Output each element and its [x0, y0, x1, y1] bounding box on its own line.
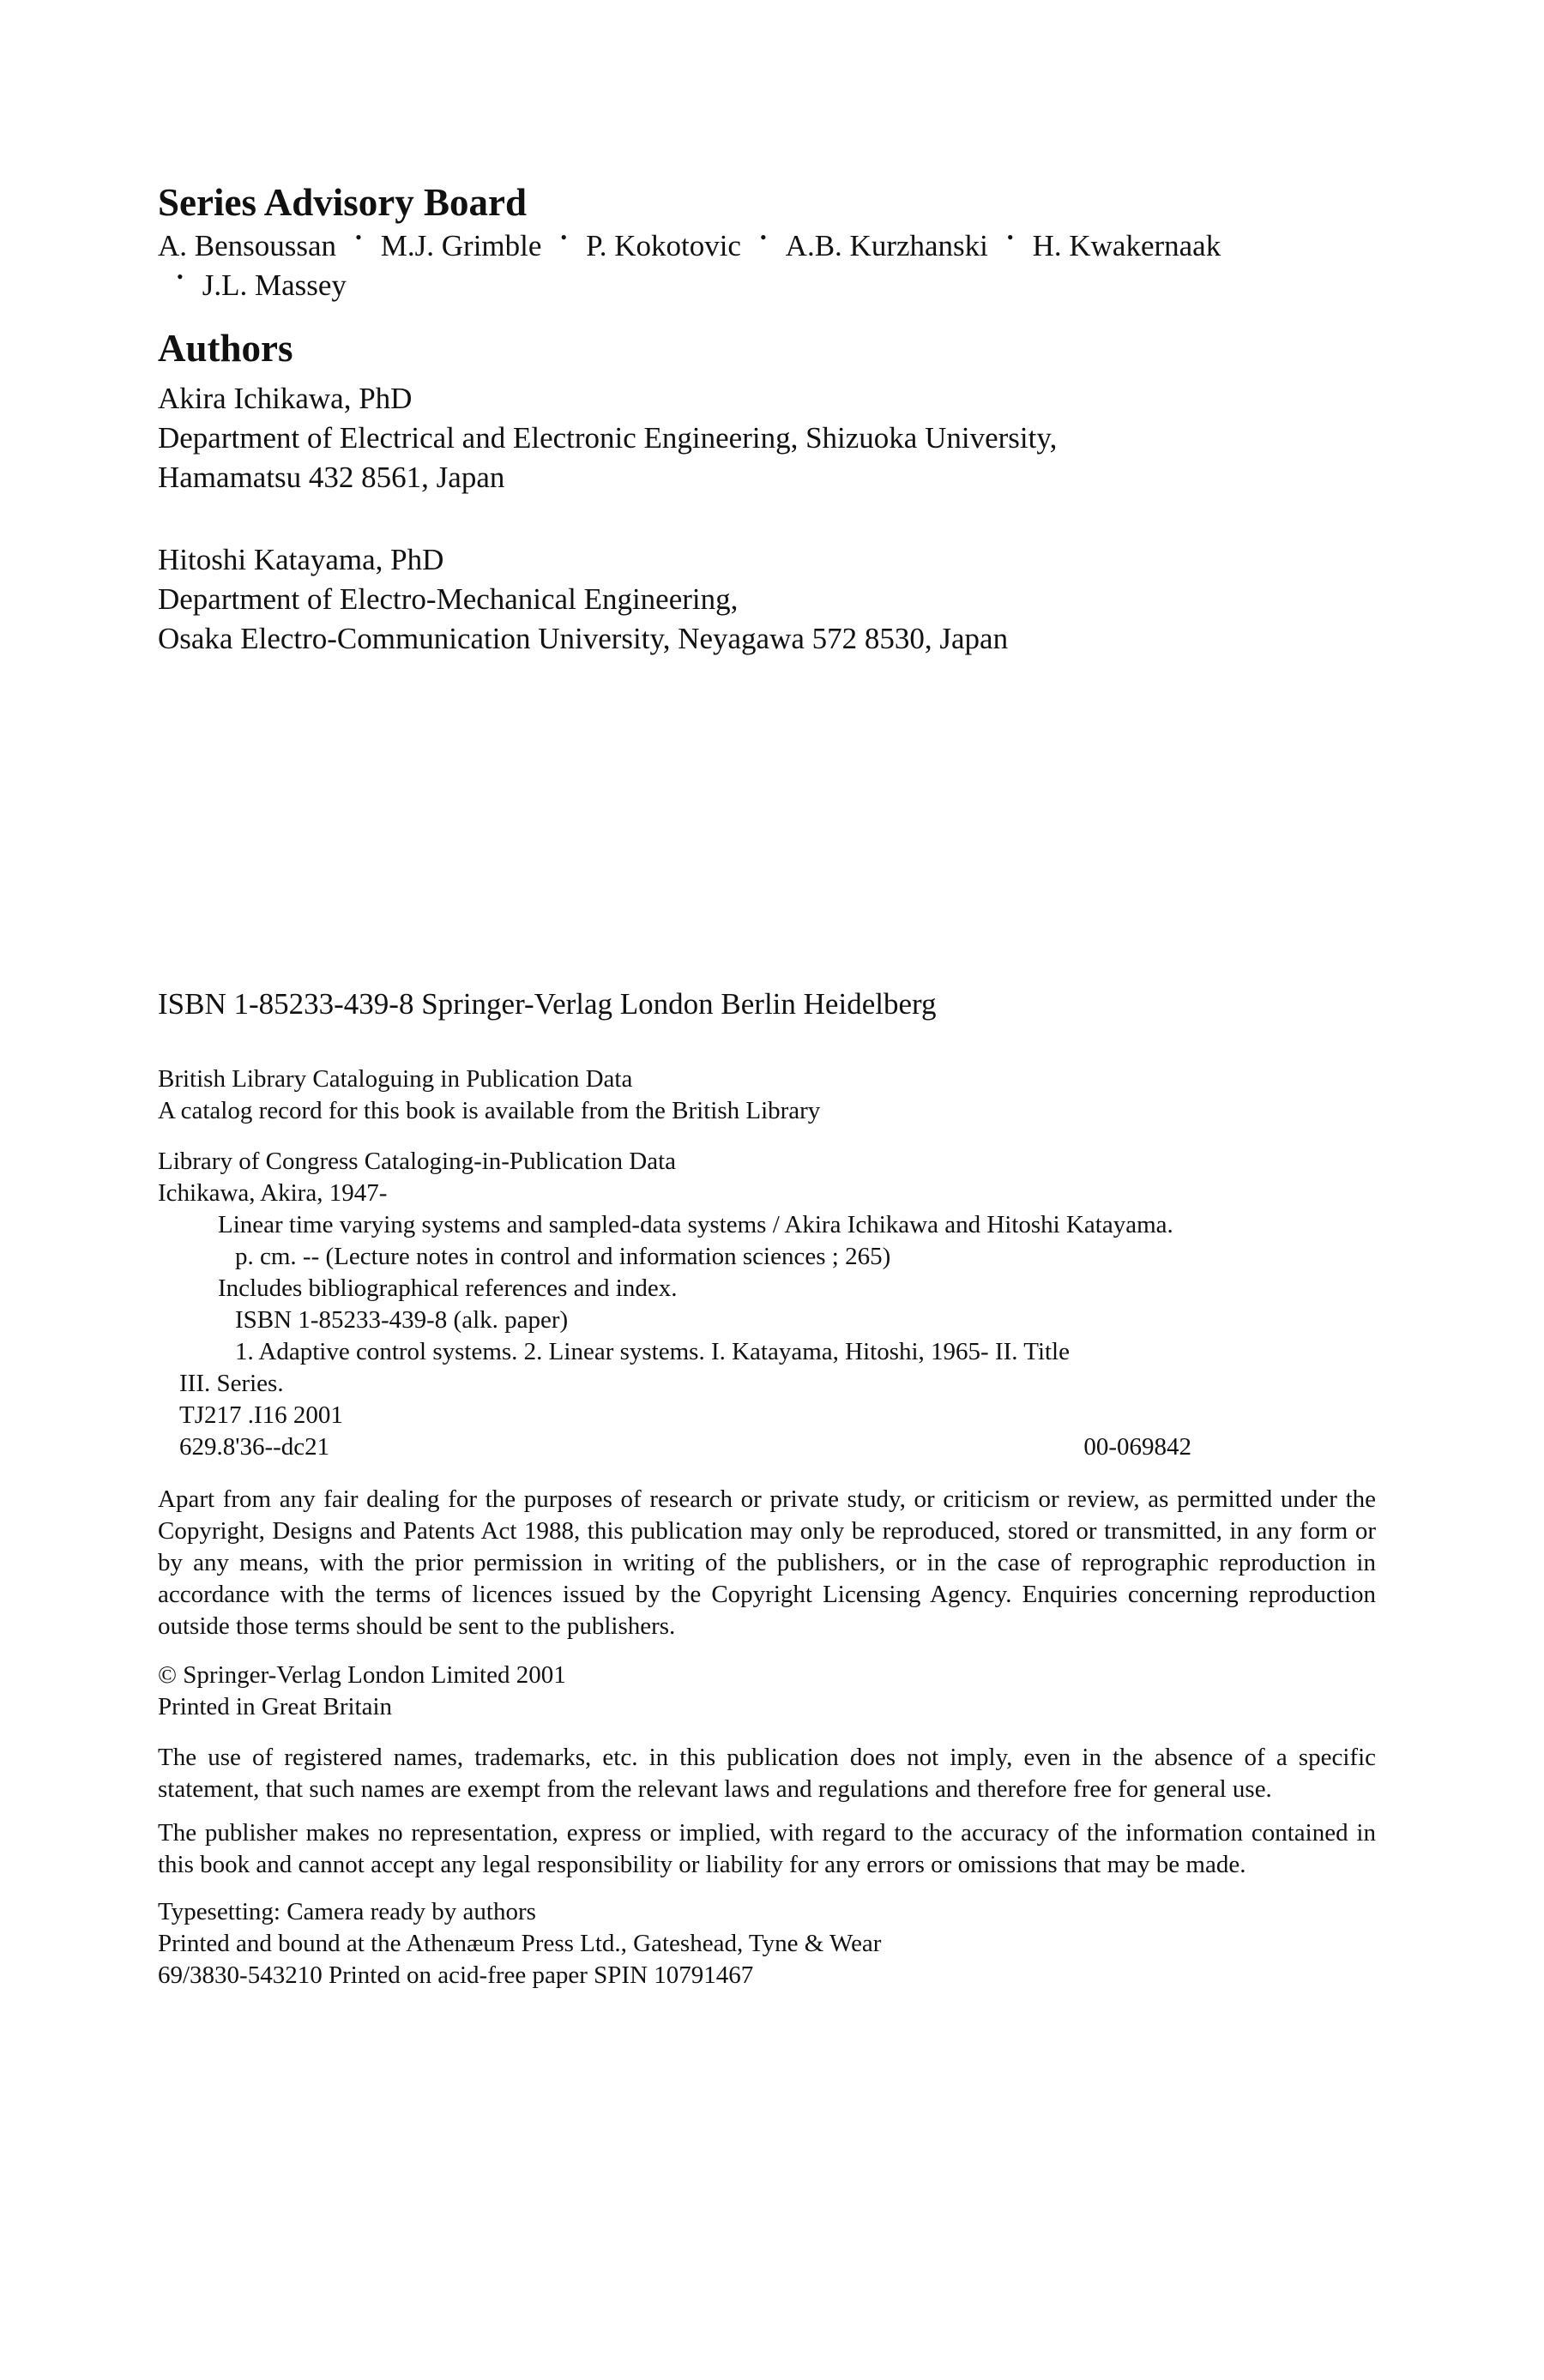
loc-cip [158, 1146, 1376, 1463]
authors-heading: Authors [158, 327, 293, 370]
copyright-block [158, 1660, 1376, 1723]
printed-in-line: Printed in Great Britain [158, 1693, 393, 1720]
author-2-address: Osaka Electro-Communication University, Neyagawa 572 8530, Japan [158, 622, 1009, 655]
loc-control-number: 00-069842 [1083, 1433, 1191, 1461]
board-member: M.J. Grimble [380, 229, 542, 262]
copyright-line: © Springer-Verlag London Limited 2001 [158, 1661, 566, 1689]
typesetting-line: Typesetting: Camera ready by authors [158, 1898, 536, 1925]
board-member: A.B. Kurzhanski [785, 229, 988, 262]
bullet-separator: • [560, 226, 568, 248]
board-member: A. Bensoussan [158, 229, 337, 262]
loc-series: p. cm. -- (Lecture notes in control and information sciences ; 265) [235, 1243, 891, 1270]
series-board-members [158, 226, 1230, 305]
british-library-line-1: British Library Cataloguing in Publication Data [158, 1065, 633, 1093]
loc-title: Linear time varying systems and sampled-data systems / Akira Ichikawa and Hitoshi Katayama. [218, 1211, 1173, 1238]
loc-subjects: 1. Adaptive control systems. 2. Linear systems. I. Katayama, Hitoshi, 1965- II. Title [235, 1338, 1070, 1365]
author-1-name: Akira Ichikawa, PhD [158, 382, 413, 415]
bullet-separator: • [759, 226, 767, 248]
printer-line: Printed and bound at the Athenæum Press Ltd., Gateshead, Tyne & Wear [158, 1930, 882, 1957]
bullet-separator: • [355, 226, 362, 248]
loc-author: Ichikawa, Akira, 1947- [158, 1179, 388, 1207]
loc-classification-row [158, 1431, 1191, 1463]
loc-call-number: TJ217 .I16 2001 [179, 1401, 343, 1429]
spin-line: 69/3830-543210 Printed on acid-free paper SPIN 10791467 [158, 1961, 754, 1989]
loc-heading: Library of Congress Cataloging-in-Publication Data [158, 1148, 677, 1175]
author-2-name: Hitoshi Katayama, PhD [158, 543, 444, 576]
board-member: H. Kwakernaak [1032, 229, 1221, 262]
bullet-separator: • [1006, 226, 1014, 248]
loc-notes: Includes bibliographical references and index. [218, 1274, 678, 1302]
british-library-line-2: A catalog record for this book is available from the British Library [158, 1097, 821, 1124]
author-2 [158, 540, 1376, 659]
liability-notice: The publisher makes no representation, express or implied, with regard to the accuracy of the information contained in this book and cannot accept any legal responsibility or liability for any errors or omissions that may be made. [158, 1819, 1376, 1878]
author-2-affiliation: Department of Electro-Mechanical Engineering, [158, 582, 739, 616]
copyright-notice: Apart from any fair dealing for the purposes of research or private study, or criticism or review, as permitted under the Copyright, Designs and Patents Act 1988, this publication may only be reproduced, stored or transmitted, in any form or by any means, with the prior permission in writing of the publishers, or in the case of reprographic reproduction in accordance with the terms of licences issued by the Copyright Licensing Agency. Enquiries concerning reproduction outside those terms should be sent to the publishers. [158, 1485, 1376, 1640]
author-1-address: Hamamatsu 432 8561, Japan [158, 461, 505, 494]
loc-dewey: 629.8'36--dc21 [179, 1433, 330, 1461]
loc-series-line: III. Series. [179, 1370, 284, 1397]
front-matter-top [158, 180, 1376, 659]
isbn-line: ISBN 1-85233-439-8 Springer-Verlag London Berlin Heidelberg [158, 987, 937, 1021]
board-member: J.L. Massey [202, 268, 347, 302]
trademark-notice: The use of registered names, trademarks, etc. in this publication does not imply, even in the absence of a specific statement, that such names are exempt from the relevant laws and regulations and therefore free for general use. [158, 1744, 1376, 1803]
loc-isbn: ISBN 1-85233-439-8 (alk. paper) [235, 1306, 569, 1334]
board-member: P. Kokotovic [586, 229, 741, 262]
author-1-affiliation: Department of Electrical and Electronic Engineering, Shizuoka University, [158, 421, 1058, 455]
cataloguing-block [158, 1063, 1376, 1991]
author-1 [158, 379, 1376, 497]
series-board-heading: Series Advisory Board [158, 181, 528, 224]
bullet-separator: • [177, 266, 184, 287]
production-block [158, 1896, 1376, 1991]
